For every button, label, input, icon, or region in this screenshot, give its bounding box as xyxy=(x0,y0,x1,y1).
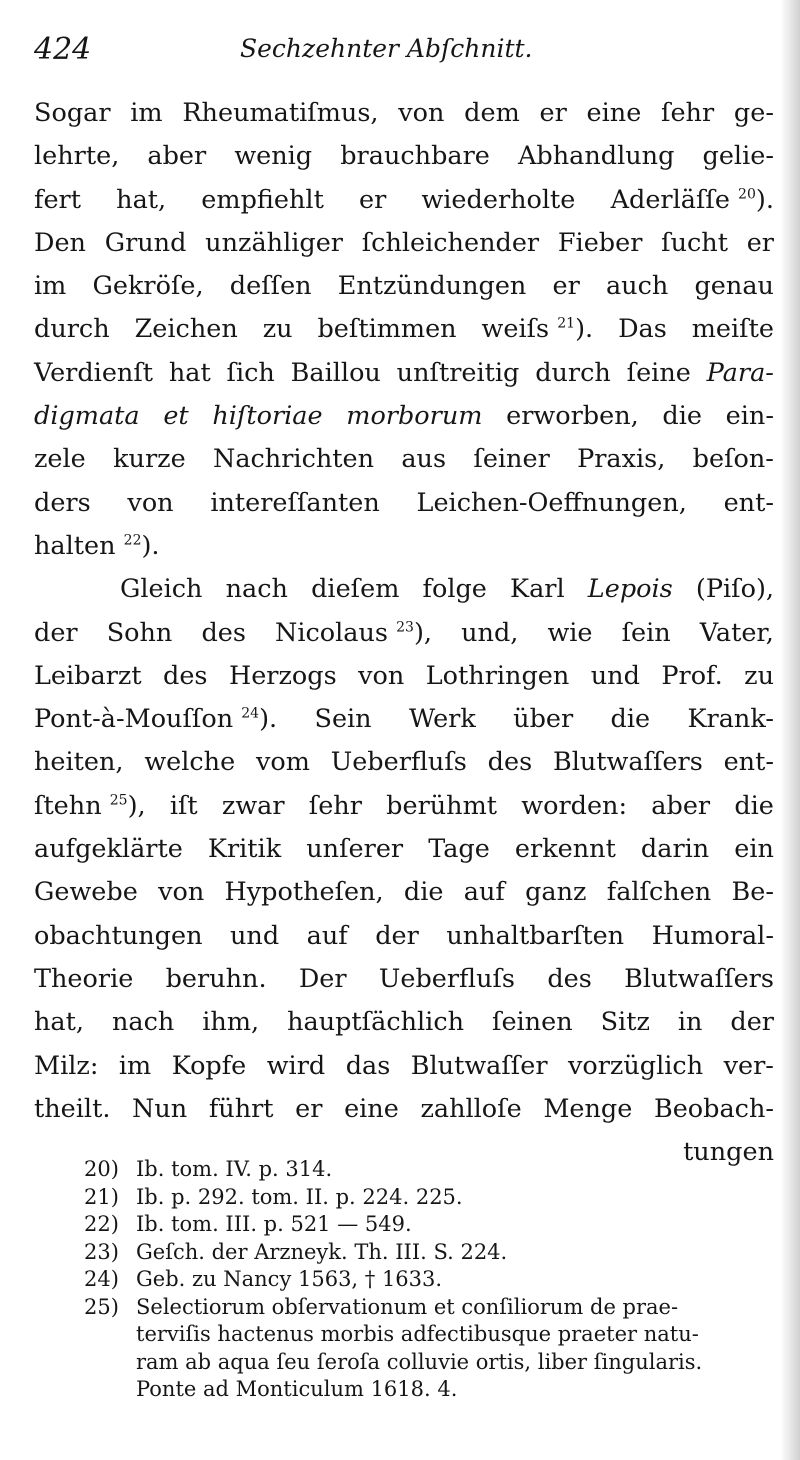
word: erworben, xyxy=(506,401,639,432)
word: Lepois xyxy=(587,574,673,605)
text-line xyxy=(34,92,774,135)
text-line xyxy=(34,395,774,438)
footnote-text: Ib. tom. III. p. 521 — 549. xyxy=(136,1212,412,1236)
text-line xyxy=(34,438,774,481)
footnote-ref: 22 xyxy=(123,532,142,549)
word-with-note xyxy=(482,308,594,351)
word: Gewebe xyxy=(34,877,138,908)
word: ſich xyxy=(226,357,275,388)
word: hiſtoriae xyxy=(212,401,323,432)
word-with-note xyxy=(611,179,774,222)
word: eine xyxy=(344,1093,399,1124)
word: er xyxy=(359,184,387,215)
word: iſt xyxy=(169,790,198,821)
footnote-number: 23) xyxy=(84,1239,119,1264)
word: kurze xyxy=(113,444,186,475)
word: welche xyxy=(144,747,236,778)
word: zwar xyxy=(221,790,285,821)
word: brauchbare xyxy=(340,141,490,172)
text-line xyxy=(34,1045,774,1088)
word: durch xyxy=(535,357,611,388)
word: das xyxy=(345,1050,391,1081)
word: ſchleichender xyxy=(361,227,540,258)
word: Blutwaſſer xyxy=(410,1050,548,1081)
footnote-continuation xyxy=(84,1321,764,1349)
word: ge- xyxy=(733,98,774,128)
footnote xyxy=(84,1184,764,1212)
word: Vater, xyxy=(699,617,774,648)
word: Aderläſſe xyxy=(610,184,730,215)
word: des xyxy=(547,963,592,994)
word: ſeinen xyxy=(492,1007,573,1038)
word-with-note xyxy=(34,525,160,568)
word: falſchen xyxy=(606,877,712,908)
word: ent- xyxy=(723,747,774,778)
footnote-ref: 24 xyxy=(241,705,260,722)
word: Pont-à-Mouſſon xyxy=(34,704,234,735)
word: unſtreitig xyxy=(396,357,520,388)
word: Kritik xyxy=(207,834,282,865)
word: wird xyxy=(266,1050,326,1081)
word: Para- xyxy=(706,357,774,388)
word: Abhandlung xyxy=(517,141,675,172)
word: unzähliger xyxy=(205,227,343,258)
text-line xyxy=(34,568,774,611)
word-with-note xyxy=(34,698,277,741)
word: durch xyxy=(34,314,110,345)
text-line xyxy=(34,612,774,655)
word: (Piſo), xyxy=(695,574,774,605)
word: digmata xyxy=(34,401,140,432)
word: ders xyxy=(34,487,91,518)
word: die xyxy=(662,401,702,432)
text-line xyxy=(34,1001,774,1044)
word: obachtungen xyxy=(34,920,203,951)
word: hat, xyxy=(116,184,167,215)
body-text xyxy=(34,92,774,1181)
word: ſein xyxy=(621,617,671,648)
footnote-text: Ponte ad Monticulum 1618. 4. xyxy=(136,1377,458,1401)
word: von xyxy=(398,98,445,128)
word: und, xyxy=(461,617,519,648)
footnotes xyxy=(84,1156,764,1404)
word: er xyxy=(539,98,567,128)
word: Blutwaſſers xyxy=(624,963,774,994)
footnote-text: Ib. p. 292. tom. II. p. 224. 225. xyxy=(136,1184,463,1209)
word: Beobach- xyxy=(653,1093,774,1124)
text-line xyxy=(34,135,774,178)
word: Tage xyxy=(428,834,490,865)
footnote-text: terviſis hactenus morbis adfectibusque praeter natu- xyxy=(136,1322,699,1346)
word: des xyxy=(487,747,533,778)
word: im xyxy=(34,271,67,302)
word: Kopfe xyxy=(171,1050,247,1081)
word: Humoral- xyxy=(651,920,774,951)
footnote-number: 21) xyxy=(84,1184,119,1209)
text-line xyxy=(34,785,774,828)
word: beſtimmen xyxy=(317,314,457,345)
word: ver- xyxy=(723,1050,774,1081)
word: der xyxy=(730,1007,774,1038)
word: aber xyxy=(147,141,207,172)
word: Hypotheſen, xyxy=(224,877,384,908)
word: von xyxy=(127,487,174,518)
footnote-continuation xyxy=(84,1349,764,1377)
word: die xyxy=(610,704,651,735)
word: ſucht xyxy=(661,227,728,258)
punctuation: ). xyxy=(259,704,278,735)
word: zu xyxy=(262,314,293,345)
punctuation: ), xyxy=(413,617,433,648)
word: darin xyxy=(640,834,710,865)
word: Fieber xyxy=(557,227,643,258)
word: dem xyxy=(464,98,520,128)
word: wiederholte xyxy=(421,184,576,215)
word: wie xyxy=(547,617,593,648)
footnote-ref: 25 xyxy=(109,792,128,809)
word: Gleich xyxy=(120,574,203,605)
word: Prof. xyxy=(661,660,723,691)
word: fert xyxy=(34,184,81,215)
word: Rheumatiſmus, xyxy=(182,98,379,128)
word-with-note xyxy=(275,612,432,655)
word: beruhn. xyxy=(165,963,267,994)
word: Nachrichten xyxy=(213,444,375,475)
word: Entzündungen xyxy=(337,271,527,302)
word: heiten, xyxy=(34,747,124,778)
word: Zeichen xyxy=(134,314,238,345)
word: aufgeklärte xyxy=(34,834,183,865)
footnote-text: ram ab aqua ſeu ſeroſa colluvie ortis, liber ſingularis. xyxy=(136,1349,703,1374)
word: folge xyxy=(422,574,487,605)
word: deſſen xyxy=(229,271,312,302)
word: Nicolaus xyxy=(275,617,389,648)
word: ihm, xyxy=(202,1007,260,1038)
punctuation: ). xyxy=(755,184,774,215)
word: Grund xyxy=(104,227,187,258)
footnote-text: Geb. zu Nancy 1563, † 1633. xyxy=(136,1267,443,1291)
word: er xyxy=(552,271,580,302)
word: meiſte xyxy=(691,314,774,345)
word: halten xyxy=(34,530,116,561)
footnote-ref: 20 xyxy=(738,186,756,203)
word: ein- xyxy=(725,401,774,432)
word: Milz: xyxy=(34,1050,99,1081)
word: genau xyxy=(694,271,774,302)
word: ſehr xyxy=(661,98,715,128)
word: berühmt xyxy=(386,790,498,821)
word: Lothringen xyxy=(425,660,570,691)
word: in xyxy=(677,1007,703,1038)
footnote xyxy=(84,1266,764,1294)
running-title: Sechzehnter Abſchnitt. xyxy=(240,34,533,63)
word: Werk xyxy=(408,704,476,735)
word: die xyxy=(403,877,444,908)
word: weiſs xyxy=(481,314,550,345)
word: Menge xyxy=(543,1093,633,1124)
word: auf xyxy=(306,920,348,951)
word: vom xyxy=(255,747,310,778)
word: Verdienſt xyxy=(34,357,154,388)
punctuation: ). xyxy=(141,530,160,561)
word: gelie- xyxy=(702,141,774,172)
text-line xyxy=(34,222,774,265)
word: Leibarzt xyxy=(34,660,142,691)
word: dieſem xyxy=(311,574,400,605)
footnote-number: 22) xyxy=(84,1212,119,1236)
word: Praxis, xyxy=(577,444,666,475)
word: zu xyxy=(744,660,774,691)
text-line xyxy=(34,655,774,698)
word: auch xyxy=(605,271,669,302)
word: führt xyxy=(208,1093,274,1124)
word: Herzogs xyxy=(228,660,337,691)
word: Theorie xyxy=(34,963,134,994)
word: aus xyxy=(401,444,447,475)
text-line xyxy=(34,915,774,958)
word: nach xyxy=(111,1007,175,1038)
word: Sitz xyxy=(600,1007,650,1038)
word: ſtehn xyxy=(34,790,102,821)
footnote-ref: 21 xyxy=(557,315,576,332)
word: unhaltbarſten xyxy=(446,920,625,951)
word: empfiehlt xyxy=(201,184,324,215)
word: Ueberfluſs xyxy=(378,963,516,994)
word: Gekröſe, xyxy=(92,271,204,302)
word: erkennt xyxy=(514,834,616,865)
word: Sein xyxy=(314,704,372,735)
word: wenig xyxy=(234,141,313,172)
word: und xyxy=(590,660,640,691)
word: Sogar xyxy=(34,98,111,128)
word: ein xyxy=(734,834,774,865)
word: nach xyxy=(225,574,288,605)
word: Ueberfluſs xyxy=(330,747,467,778)
page-number: 424 xyxy=(34,32,92,67)
word: ganz xyxy=(525,877,587,908)
text-line xyxy=(34,871,774,914)
word: die xyxy=(734,790,774,821)
word: im xyxy=(130,98,163,128)
word: der xyxy=(375,920,419,951)
word: der xyxy=(34,617,78,648)
word: Karl xyxy=(510,574,565,605)
word: Krank- xyxy=(687,704,774,735)
word: ſehr xyxy=(308,790,362,821)
footnote-continuation xyxy=(84,1376,764,1404)
punctuation: ). xyxy=(575,314,594,345)
word: hat xyxy=(168,357,211,388)
footnote-text: Ib. tom. IV. p. 314. xyxy=(136,1157,333,1181)
word: beſon- xyxy=(692,444,774,475)
word: lehrte, xyxy=(34,141,120,172)
word: er xyxy=(295,1093,323,1124)
word: hat, xyxy=(34,1007,84,1038)
word: Nun xyxy=(132,1093,188,1124)
footnote xyxy=(84,1239,764,1267)
word: im xyxy=(118,1050,152,1081)
text-line xyxy=(34,482,774,525)
word: Das xyxy=(618,314,667,345)
word: Blutwaſſers xyxy=(552,747,703,778)
text-line xyxy=(34,958,774,1001)
word: eine xyxy=(586,98,642,128)
word: Sohn xyxy=(106,617,173,648)
word: von xyxy=(358,660,405,691)
word: worden: xyxy=(521,790,628,821)
footnote-ref: 23 xyxy=(396,619,414,636)
text-line xyxy=(34,741,774,784)
word: ent- xyxy=(723,487,774,518)
word: und xyxy=(230,920,280,951)
footnote-number: 25) xyxy=(84,1294,119,1319)
word: unſerer xyxy=(306,834,404,865)
word: Be- xyxy=(731,877,774,908)
word: zele xyxy=(34,444,86,475)
word: morborum xyxy=(346,401,483,432)
word: er xyxy=(746,227,774,258)
page-edge-shadow xyxy=(780,0,800,1460)
word: vorzüglich xyxy=(567,1050,704,1081)
footnote xyxy=(84,1294,764,1322)
running-head xyxy=(28,30,768,74)
text-line xyxy=(34,179,774,222)
word: et xyxy=(163,401,189,432)
footnote-number: 20) xyxy=(84,1157,119,1181)
word: theilt. xyxy=(34,1093,111,1124)
word: Der xyxy=(298,963,347,994)
text-line xyxy=(34,1088,774,1131)
word: über xyxy=(513,704,574,735)
punctuation: ), xyxy=(127,790,146,821)
footnote xyxy=(84,1156,764,1184)
footnote-text: Selectiorum obſervationum et conſiliorum de prae- xyxy=(136,1294,679,1319)
word: hauptſächlich xyxy=(287,1007,465,1038)
catchword: tungen xyxy=(683,1137,774,1168)
footnote-number: 24) xyxy=(84,1267,119,1291)
word: ſeiner xyxy=(473,444,550,475)
word: von xyxy=(158,877,205,908)
word: ſeine xyxy=(626,357,691,388)
text-line xyxy=(34,698,774,741)
word: des xyxy=(163,660,208,691)
text-line xyxy=(34,265,774,308)
word: Baillou xyxy=(290,357,381,388)
word: auf xyxy=(463,877,505,908)
text-line xyxy=(34,352,774,395)
text-line xyxy=(34,308,774,351)
word: aber xyxy=(651,790,711,821)
word-with-note xyxy=(34,785,146,828)
word: intereſſanten xyxy=(210,487,380,518)
word: Leichen-Oeffnungen, xyxy=(416,487,687,518)
word: des xyxy=(201,617,246,648)
word: Den xyxy=(34,227,86,258)
word: zahlloſe xyxy=(420,1093,522,1124)
text-line xyxy=(34,828,774,871)
footnote-text: Geſch. der Arzneyk. Th. III. S. 224. xyxy=(136,1239,508,1264)
text-line xyxy=(34,525,774,568)
footnote xyxy=(84,1211,764,1239)
